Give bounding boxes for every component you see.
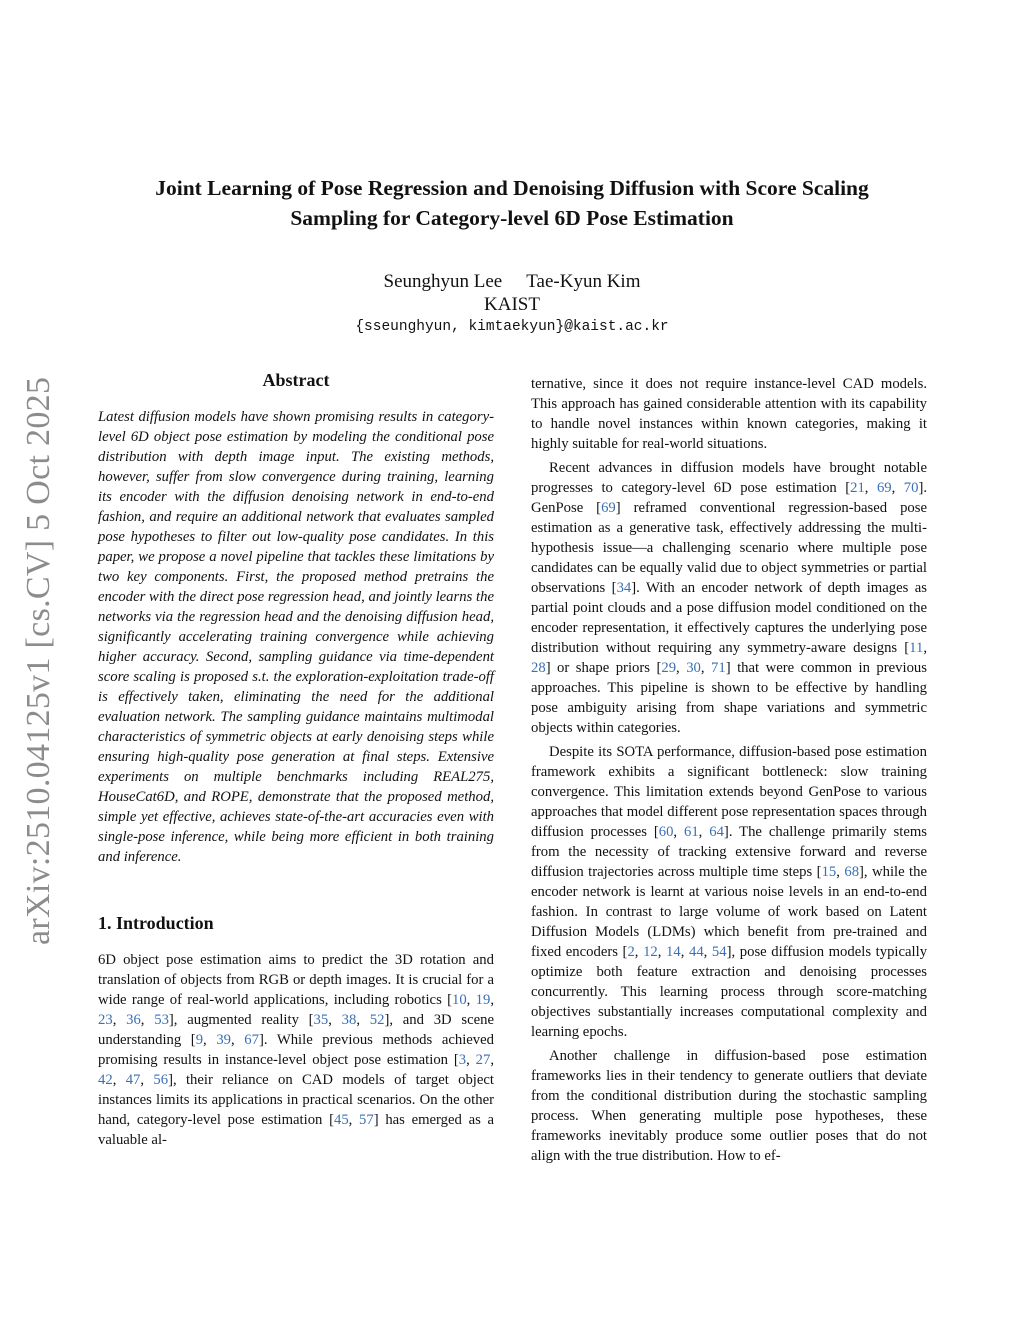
abstract-text: Latest diffusion models have shown promising results in category-level 6D object pose estimation by modeling the conditional pose distribution with depth image input. The existing methods, however, suffer from slow convergence during training, learning its encoder with the diffusion denoising network in end-to-end fashion, and require an additional network that evaluates sampled pose hypotheses to filter out low-quality pose candidates. In this paper, we propose a novel pipeline that tackles these limitations by two key components. First, the proposed method pretrains the encoder with the direct pose regression head, and jointly learns the networks via the regression head and the denoising diffusion head, significantly accelerating training convergence while achieving higher accuracy. Second, sampling guidance via time-dependent score scaling is proposed s.t. the exploration-exploitation trade-off is effectively taken, eliminating the need for the additional evaluation network. The sampling guidance maintains multimodal characteristics of symmetric objects at early denoising steps while ensuring high-quality pose generation at final steps. Extensive experiments on multiple benchmarks including REAL275, HouseCat6D, and ROPE, demonstrate that the proposed method, simple yet effective, achieves state-of-the-art accuracies even with single-pose inference, while being more efficient in both training and inference. xyxy=(98,409,494,865)
introduction-heading: 1. Introduction xyxy=(98,913,214,933)
citation-link[interactable]: 28 xyxy=(531,660,546,676)
citation-link[interactable]: 29 xyxy=(661,660,677,676)
citation-link[interactable]: 61 xyxy=(683,824,699,840)
intro-paragraph-2: ternative, since it does not require instance-level CAD models. This approach has gained considerable attention with its capability to handle novel instances within known categories, making it highly suitable for real-world situations. xyxy=(531,376,927,452)
citation-link[interactable]: 10 xyxy=(451,992,467,1008)
citation-link[interactable]: 11 xyxy=(909,640,924,656)
citation-link[interactable]: 21 xyxy=(850,480,865,496)
citation-link[interactable]: 35 xyxy=(313,1012,329,1028)
citation-link[interactable]: 39 xyxy=(216,1032,231,1048)
intro-paragraph-3: Recent advances in diffusion models have brought notable progresses to category-level 6D pose estimation [21, 69, 70]. GenPose [69] reframed conventional regression-based pose estimation as a generative task, effectively addressing the multi-hypothesis issue—a challenging scenario where multiple pose candidates can be equally valid due to object symmetries or partial observations [34]. With an encoder network of depth images as partial point clouds and a pose diffusion model conditioned on the encoder representation, it effectively captures the underlying pose distribution without requiring any symmetry-aware designs [11, 28] or shape priors [29, 30, 71] that were common in previous approaches. This pipeline is shown to be effective by handling pose ambiguity arising from shape variations and symmetric objects within categories. xyxy=(531,460,928,736)
author-1: Seunghyun Lee xyxy=(383,271,503,292)
title-line-1: Joint Learning of Pose Regression and Denoising Diffusion with Score Scaling xyxy=(155,176,869,200)
citation-link[interactable]: 53 xyxy=(154,1012,169,1028)
citation-link[interactable]: 44 xyxy=(688,944,704,960)
citation-link[interactable]: 69 xyxy=(601,500,616,516)
citation-link[interactable]: 23 xyxy=(98,1012,113,1028)
citation-link[interactable]: 42 xyxy=(98,1072,113,1088)
citation-link[interactable]: 70 xyxy=(903,480,919,496)
citation-link[interactable]: 71 xyxy=(711,660,726,676)
citation-link[interactable]: 9 xyxy=(195,1032,204,1048)
citation-link[interactable]: 47 xyxy=(125,1072,141,1088)
citation-link[interactable]: 30 xyxy=(686,660,701,676)
affiliation: KAIST xyxy=(484,294,540,315)
author-names xyxy=(0,270,1024,293)
title-line-2: Sampling for Category-level 6D Pose Estimation xyxy=(290,206,734,230)
citation-link[interactable]: 52 xyxy=(369,1012,385,1028)
citation-link[interactable]: 57 xyxy=(359,1112,374,1128)
citation-link[interactable]: 19 xyxy=(475,992,491,1008)
citation-link[interactable]: 34 xyxy=(616,580,632,596)
citation-link[interactable]: 27 xyxy=(475,1052,491,1068)
author-block xyxy=(0,270,1024,339)
citation-link[interactable]: 3 xyxy=(458,1052,467,1068)
citation-link[interactable]: 14 xyxy=(666,944,681,960)
abstract-heading: Abstract xyxy=(262,370,330,390)
paper-title xyxy=(80,173,944,233)
citation-link[interactable]: 15 xyxy=(821,864,837,880)
citation-link[interactable]: 67 xyxy=(244,1032,259,1048)
arxiv-identifier: arXiv:2510.04125v1 [cs.CV] 5 Oct 2025 xyxy=(20,376,57,945)
left-column xyxy=(98,370,494,1150)
right-column xyxy=(531,374,927,1166)
author-2: Tae-Kyun Kim xyxy=(526,271,641,292)
citation-link[interactable]: 60 xyxy=(658,824,674,840)
citation-link[interactable]: 56 xyxy=(153,1072,169,1088)
citation-link[interactable]: 2 xyxy=(627,944,635,960)
citation-link[interactable]: 69 xyxy=(876,480,892,496)
intro-paragraph-4: Despite its SOTA performance, diffusion-based pose estimation framework exhibits a significant bottleneck: slow training convergence. This limitation extends beyond GenPose to various approaches that model different pose representation spaces through diffusion processes [60, 61, 64]. The challenge primarily stems from the necessity of tracking extensive forward and reverse diffusion trajectories across multiple time steps [15, 68], while the encoder network is learnt at various noise levels in an end-to-end fashion. In contrast to large volume of work based on Latent Diffusion Models (LDMs) which benefit from pre-trained and fixed encoders [2, 12, 14, 44, 54], pose diffusion models typically optimize both feature extraction and denoising processes concurrently. This learning process through score-matching objectives substantially increases computational complexity and learning epochs. xyxy=(531,744,928,1040)
citation-link[interactable]: 64 xyxy=(709,824,724,840)
citation-link[interactable]: 68 xyxy=(844,864,860,880)
citation-link[interactable]: 45 xyxy=(333,1112,349,1128)
author-email: {sseunghyun, kimtaekyun}@kaist.ac.kr xyxy=(355,319,669,335)
intro-paragraph-1: 6D object pose estimation aims to predict the 3D rotation and translation of objects from RGB or depth images. It is crucial for a wide range of real-world applications, including robotics [10, 19, 23, 36, 53], augmented reality [35, 38, 52], and 3D scene understanding [9, 39, 67]. While previous methods achieved promising results in instance-level object pose estimation [3, 27, 42, 47, 56], their reliance on CAD models of target object instances limits its applications in practical scenarios. On the other hand, category-level pose estimation [45, 57] has emerged as a valuable al- xyxy=(98,952,495,1148)
intro-paragraph-5: Another challenge in diffusion-based pose estimation frameworks lies in their tendency to generate outliers that deviate from the conditional distribution during the stochastic sampling process. When generating multiple pose hypotheses, these frameworks inevitably produce some outlier poses that do not align with the true distribution. How to ef- xyxy=(531,1048,927,1164)
citation-link[interactable]: 12 xyxy=(643,944,658,960)
citation-link[interactable]: 36 xyxy=(126,1012,141,1028)
citation-link[interactable]: 54 xyxy=(711,944,727,960)
citation-link[interactable]: 38 xyxy=(341,1012,357,1028)
